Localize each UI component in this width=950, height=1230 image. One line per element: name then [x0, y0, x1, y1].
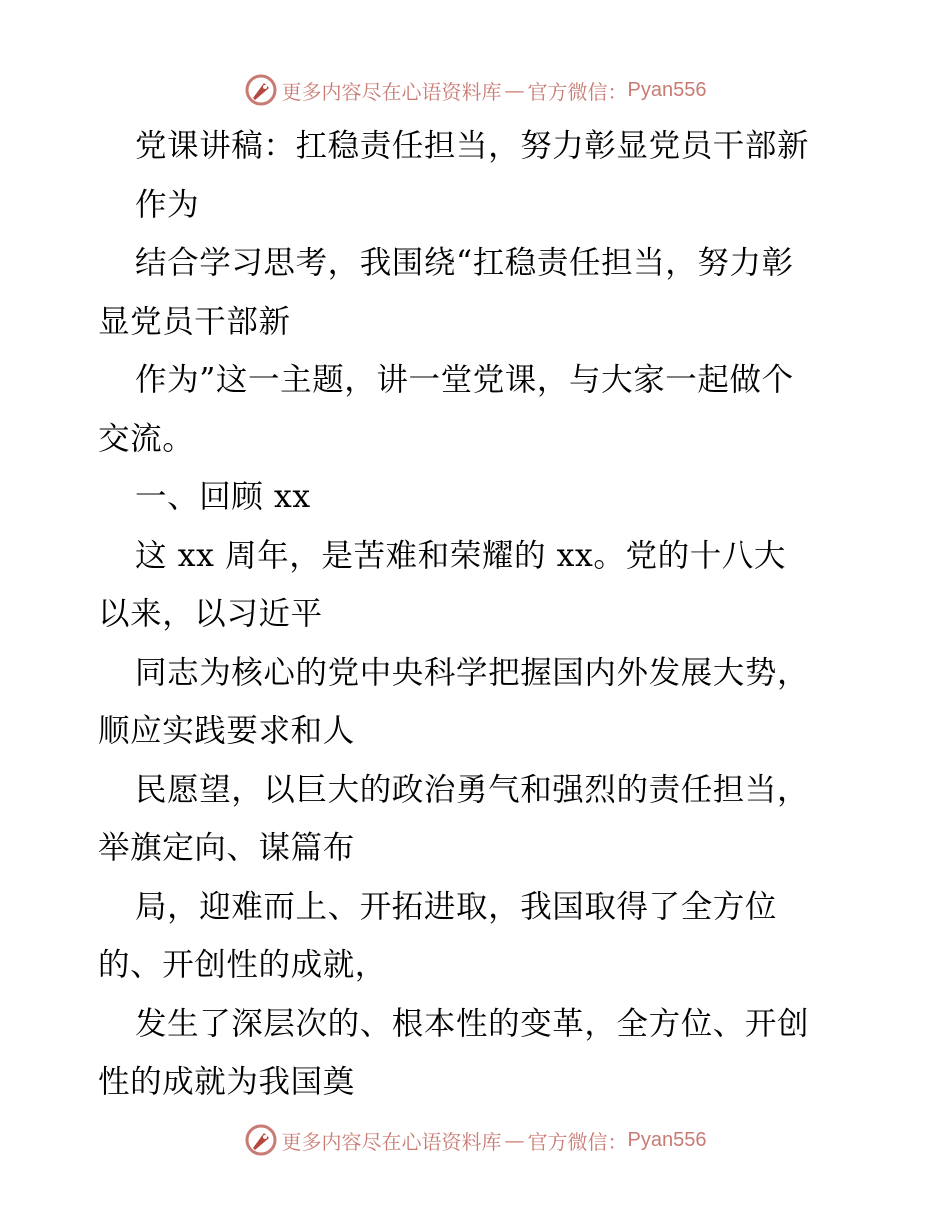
section-heading: 一、回顾 xx	[135, 479, 311, 515]
pen-nib-logo-icon	[244, 1123, 278, 1157]
banner-wechat-id: Pyan556	[627, 1128, 707, 1151]
banner-wechat-label: 官方微信：	[527, 79, 628, 104]
footer-watermark-banner	[0, 1120, 950, 1160]
paragraph-line: 结合学习思考，我围绕“扛稳责任担当，努力彰	[135, 245, 794, 281]
paragraph-line: 显党员干部新	[98, 303, 291, 340]
paragraph-line: 顺应实践要求和人	[98, 713, 355, 749]
pen-nib-logo-icon	[244, 73, 278, 107]
paragraph-line: 举旗定向、谋篇布	[98, 830, 355, 866]
paragraph-line: 性的成就为我国奠	[98, 1064, 355, 1100]
paragraph-line: 交流。	[98, 420, 195, 457]
paragraph-line: 同志为核心的党中央科学把握国内外发展大势，	[135, 654, 810, 691]
paragraph-line: 局，迎难而上、开拓进取，我国取得了全方位	[135, 888, 778, 925]
paragraph-line: 作为”这一主题，讲一堂党课，与大家一起做个	[135, 362, 794, 398]
banner-text: 更多内容尽在心语资料库	[281, 1129, 502, 1154]
banner-wechat-label: 官方微信：	[527, 1129, 628, 1154]
document-body	[98, 117, 858, 1112]
banner-separator: —	[504, 1128, 525, 1152]
banner-text: 更多内容尽在心语资料库	[281, 79, 502, 104]
document-title-line-1: 党课讲稿：扛稳责任担当，努力彰显党员干部新	[135, 128, 810, 164]
document-title-line-2: 作为	[135, 186, 200, 223]
banner-separator: —	[504, 78, 525, 102]
paragraph-line: 这 xx 周年，是苦难和荣耀的 xx。党的十八大	[135, 537, 786, 574]
paragraph-line: 发生了深层次的、根本性的变革，全方位、开创	[135, 1005, 810, 1042]
banner-wechat-id: Pyan556	[627, 78, 707, 101]
paragraph-line: 的、开创性的成就，	[98, 947, 387, 983]
paragraph-line: 以来，以习近平	[98, 596, 323, 632]
header-watermark-banner	[0, 70, 950, 110]
paragraph-line: 民愿望，以巨大的政治勇气和强烈的责任担当，	[135, 771, 810, 808]
